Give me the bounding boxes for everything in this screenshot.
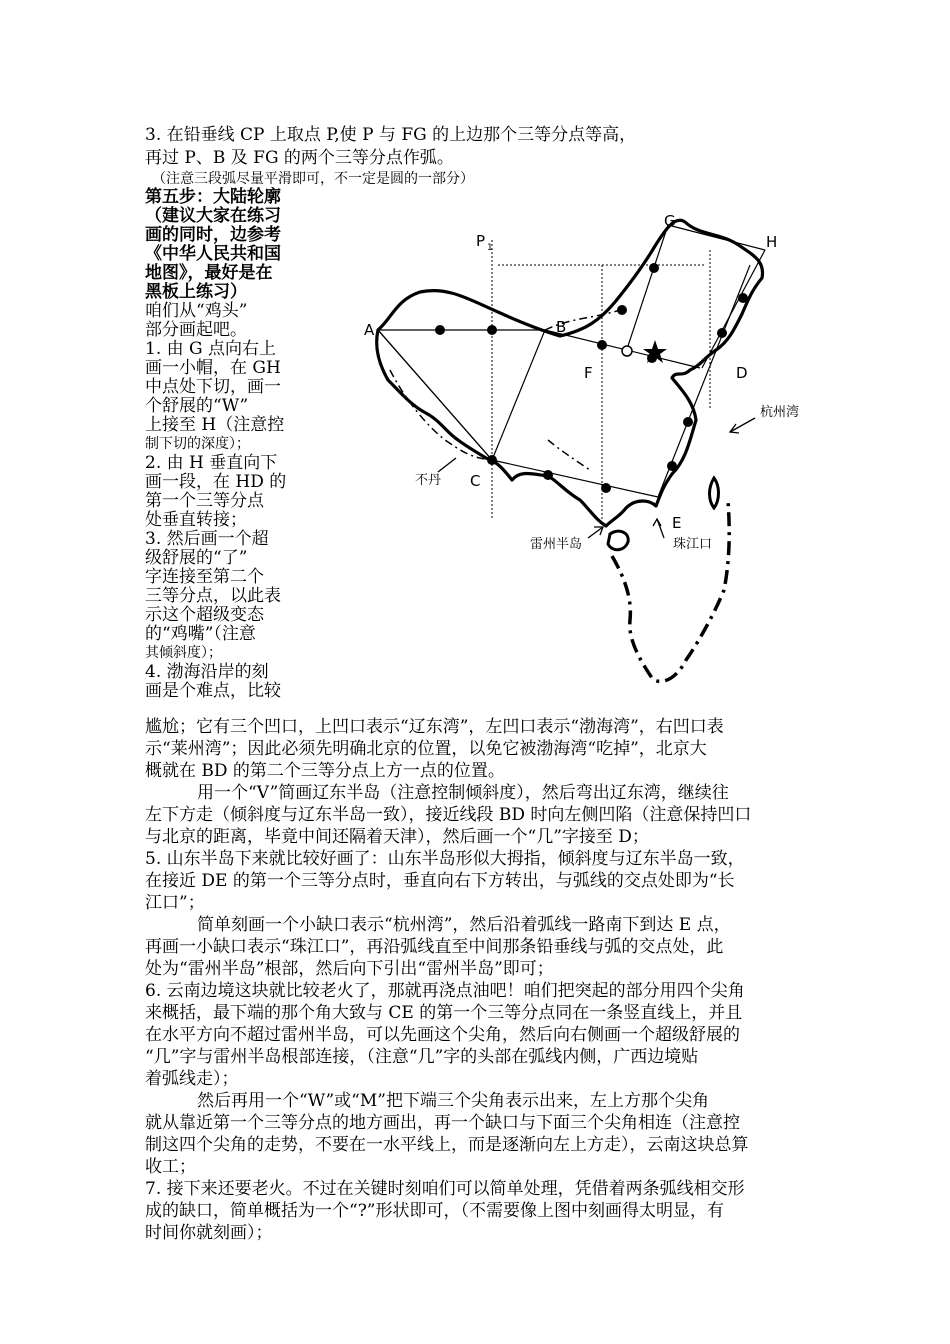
left-col-line: 咱们从“鸡头” bbox=[145, 301, 248, 321]
left-col-line: 3. 然后画一个超 bbox=[145, 529, 269, 549]
left-col-line: 的“鸡嘴”（注意 bbox=[145, 624, 256, 644]
body-line: 制这四个尖角的走势，不要在一水平线上，而是逐渐向左上方走），云南这块总算 bbox=[145, 1135, 749, 1155]
label-hangzhou: 杭州湾 bbox=[760, 405, 800, 420]
hainan-island bbox=[608, 531, 628, 550]
sea-boundary-dashed bbox=[612, 500, 729, 681]
left-col-line: 画的同时，边参考 bbox=[145, 225, 281, 245]
left-column bbox=[145, 188, 305, 701]
china-outline-diagram bbox=[355, 205, 810, 695]
left-col-line: （建议大家在练习 bbox=[145, 206, 281, 226]
body-text bbox=[145, 716, 810, 1244]
label-F: F bbox=[584, 364, 593, 382]
guide-arcs bbox=[390, 310, 620, 470]
body-line: 再画一小缺口表示“珠江口”，再沿弧线直至中间那条铅垂线与弧的交点处，此 bbox=[145, 937, 724, 957]
body-line: 概就在 BD 的第二个三等分点上方一点的位置。 bbox=[145, 761, 505, 781]
left-col-line: 画一小帽，在 GH bbox=[145, 358, 281, 378]
intro-line-2: 再过 P、B 及 FG 的两个三等分点作弧。 bbox=[145, 148, 454, 168]
label-P: P bbox=[476, 232, 486, 250]
left-col-line: 其倾斜度）； bbox=[145, 645, 222, 661]
left-col-line: 黑板上练习） bbox=[145, 282, 247, 302]
body-line: 江口”； bbox=[145, 893, 205, 913]
body-line: 收工； bbox=[145, 1157, 196, 1177]
label-C: C bbox=[470, 472, 481, 490]
body-line: 在接近 DE 的第一个三等分点时，垂直向右下方转出，与弧线的交点处即为“长 bbox=[145, 871, 735, 891]
body-line: 尴尬；它有三个凹口，上凹口表示“辽东湾”，左凹口表示“渤海湾”，右凹口表 bbox=[145, 717, 724, 737]
body-line: 左下方走（倾斜度与辽东半岛一致），接近线段 BD 时向左侧凹陷（注意保持凹口 bbox=[145, 805, 752, 825]
left-col-line: 示这个超级变态 bbox=[145, 605, 264, 625]
left-col-line: 第一个三等分点 bbox=[145, 491, 264, 511]
left-col-line: 字连接至第二个 bbox=[145, 567, 264, 587]
label-E: E bbox=[672, 514, 682, 532]
left-col-line: 4. 渤海沿岸的刻 bbox=[145, 662, 269, 682]
body-line: 在水平方向不超过雷州半岛，可以先画这个尖角，然后向右侧画一个超级舒展的 bbox=[145, 1025, 740, 1045]
left-col-line: 处垂直转接； bbox=[145, 510, 247, 530]
body-line: 然后再用一个“W”或“M”把下端三个尖角表示出来，左上方那个尖角 bbox=[197, 1091, 709, 1111]
body-line: 成的缺口，简单概括为一个“?”形状即可，（不需要像上图中刻画得太明显，有 bbox=[145, 1201, 724, 1221]
left-col-line: 部分画起吧。 bbox=[145, 320, 247, 340]
taiwan-island bbox=[710, 478, 719, 508]
body-line: 5. 山东半岛下来就比较好画了：山东半岛形似大拇指，倾斜度与辽东半岛一致， bbox=[145, 849, 745, 869]
body-line: “几”字与雷州半岛根部连接，（注意“几”字的头部在弧线内侧，广西边境贴 bbox=[145, 1047, 699, 1067]
body-line: 简单刻画一个小缺口表示“杭州湾”，然后沿着弧线一路南下到达 E 点， bbox=[197, 915, 731, 935]
body-line: 示“莱州湾”；因此必须先明确北京的位置，以免它被渤海湾“吃掉”，北京大 bbox=[145, 739, 707, 759]
left-col-line: 个舒展的“W” bbox=[145, 396, 249, 416]
label-G: G bbox=[664, 212, 676, 230]
left-col-line: 三等分点，以此表 bbox=[145, 586, 281, 606]
body-line: 与北京的距离，毕竟中间还隔着天津），然后画一个“几”字接至 D； bbox=[145, 827, 649, 847]
body-line: 着弧线走）； bbox=[145, 1069, 239, 1089]
intro-line-1: 3. 在铅垂线 CP 上取点 P,使 P 与 FG 的上边那个三等分点等高， bbox=[145, 125, 637, 145]
label-P-subscript: 1 bbox=[487, 243, 493, 253]
left-col-line: 级舒展的“了” bbox=[145, 548, 248, 568]
body-line: 来概括，最下端的那个角大致与 CE 的第一个三等分点同在一条竖直线上，并且 bbox=[145, 1003, 743, 1023]
label-D: D bbox=[736, 364, 748, 382]
label-leizhou: 雷州半岛 bbox=[530, 537, 583, 552]
intro-note: （注意三段弧尽量平滑即可，不一定是圆的一部分） bbox=[152, 171, 474, 187]
left-col-line: 第五步：大陆轮廓 bbox=[145, 187, 281, 207]
label-B: B bbox=[556, 318, 567, 336]
left-col-line: 地图》，最好是在 bbox=[145, 263, 273, 283]
body-line: 7. 接下来还要老火。不过在关键时刻咱们可以简单处理，凭借着两条弧线相交形 bbox=[145, 1179, 745, 1199]
left-col-line: 2. 由 H 垂直向下 bbox=[145, 453, 278, 473]
left-col-line: 上接至 H（注意控 bbox=[145, 415, 285, 435]
body-line: 就从靠近第一个三等分点的地方画出，再一个缺口与下面三个尖角相连（注意控 bbox=[145, 1113, 740, 1133]
left-col-line: 制下切的深度）； bbox=[145, 436, 250, 452]
left-col-line: 1. 由 G 点向右上 bbox=[145, 339, 277, 359]
body-line: 处为“雷州半岛”根部，然后向下引出“雷州半岛”即可； bbox=[145, 959, 554, 979]
label-A: A bbox=[364, 321, 375, 339]
body-line: 时间你就刻画）； bbox=[145, 1223, 273, 1243]
left-col-line: 画是个难点，比较 bbox=[145, 681, 281, 701]
left-col-line: 画一段，在 HD 的 bbox=[145, 472, 287, 492]
left-col-line: 中点处下切，画一 bbox=[145, 377, 281, 397]
label-H: H bbox=[766, 233, 778, 251]
label-budan: 不丹 bbox=[415, 473, 442, 488]
left-col-line: 《中华人民共和国 bbox=[145, 244, 281, 264]
label-zhujiang: 珠江口 bbox=[673, 537, 713, 552]
body-line: 用一个“V”简画辽东半岛（注意控制倾斜度），然后弯出辽东湾，继续往 bbox=[197, 783, 729, 803]
framework-lines bbox=[378, 225, 765, 497]
body-line: 6. 云南边境这块就比较老火了，那就再浇点油吧！咱们把突起的部分用四个尖角 bbox=[145, 981, 745, 1001]
